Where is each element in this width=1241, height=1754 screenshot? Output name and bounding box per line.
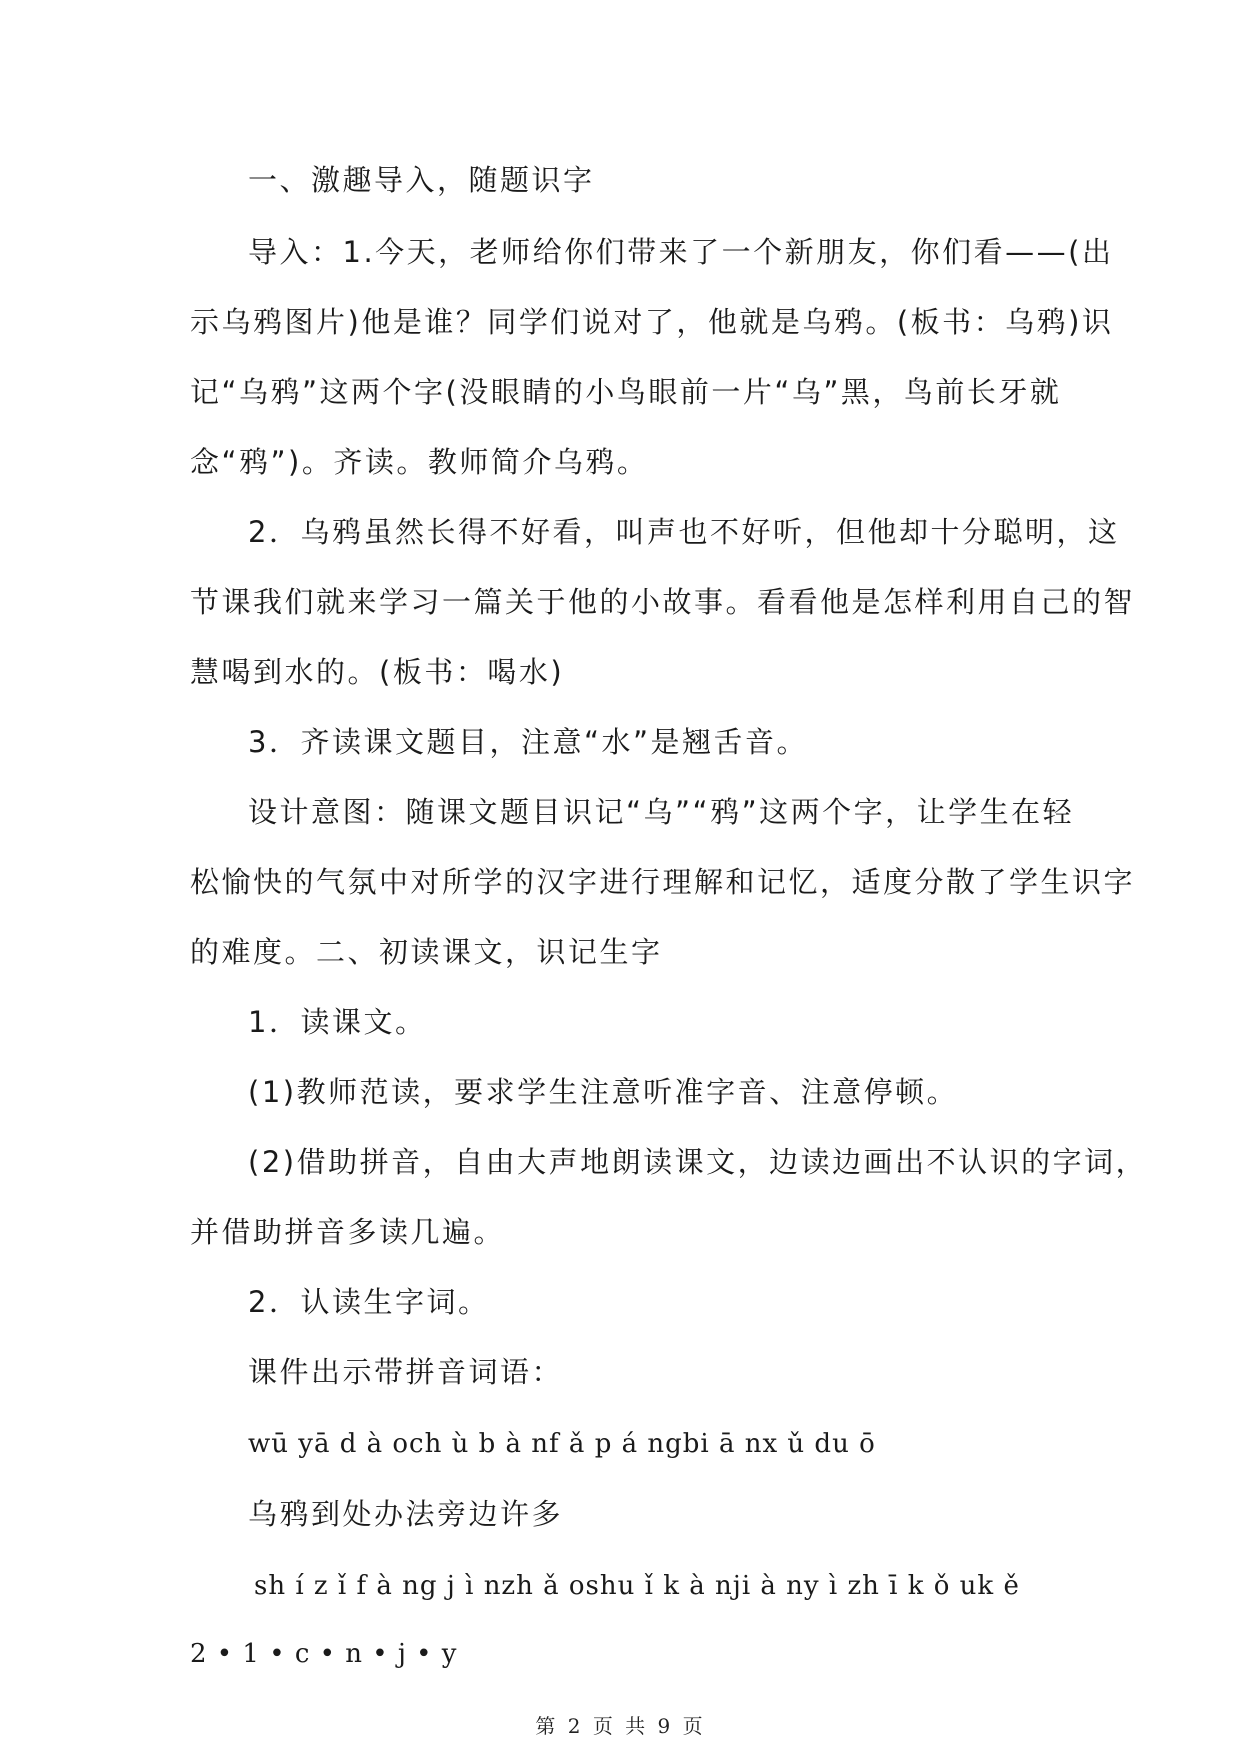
- paragraph-line: (1)教师范读，要求学生注意听准字音、注意停顿。: [248, 1075, 959, 1109]
- paragraph-line: 2．乌鸦虽然长得不好看，叫声也不好听，但他却十分聪明，这: [248, 515, 1120, 549]
- pinyin-line: sh í z ǐ f à ng j ì nzh ǎ oshu ǐ k à nji à ny ì zh ī k ǒ uk ě: [254, 1571, 1020, 1601]
- paragraph-line: 3．齐读课文题目，注意“水”是翘舌音。: [248, 725, 808, 759]
- paragraph-line: 的难度。二、初读课文，识记生字: [190, 935, 663, 969]
- paragraph-line: 节课我们就来学习一篇关于他的小故事。看看他是怎样利用自己的智: [190, 585, 1136, 619]
- paragraph-line: 课件出示带拼音词语：: [248, 1355, 564, 1389]
- watermark-line: 2 • 1 • c • n • j • y: [190, 1639, 458, 1669]
- paragraph-line: 并借助拼音多读几遍。: [190, 1215, 506, 1249]
- vocabulary-line: 乌鸦到处办法旁边许多: [248, 1497, 564, 1531]
- page-footer: 第 2 页 共 9 页: [535, 1714, 706, 1738]
- paragraph-line: 1．读课文。: [248, 1005, 427, 1039]
- paragraph-line: 慧喝到水的。(板书：喝水): [190, 655, 565, 689]
- paragraph-line: 2．认读生字词。: [248, 1285, 490, 1319]
- paragraph-line: 松愉快的气氛中对所学的汉字进行理解和记忆，适度分散了学生识字: [190, 865, 1136, 899]
- paragraph-line: 示乌鸦图片)他是谁？同学们说对了，他就是乌鸦。(板书：乌鸦)识: [190, 305, 1114, 339]
- paragraph-line: (2)借助拼音，自由大声地朗读课文，边读边画出不认识的字词，: [248, 1145, 1148, 1179]
- paragraph-line: 记“乌鸦”这两个字(没眼睛的小鸟眼前一片“乌”黑，鸟前长牙就: [190, 375, 1062, 409]
- paragraph-line: 导入：1.今天，老师给你们带来了一个新朋友，你们看——(出: [248, 235, 1114, 269]
- section-heading: 一、激趣导入，随题识字: [248, 163, 595, 197]
- paragraph-line: 念“鸦”)。齐读。教师简介乌鸦。: [190, 445, 649, 479]
- paragraph-line: 设计意图：随课文题目识记“乌”“鸦”这两个字，让学生在轻: [248, 795, 1075, 829]
- pinyin-line: wū yā d à och ù b à nf ǎ p á ngbi ā nx ǔ du ō: [248, 1429, 876, 1459]
